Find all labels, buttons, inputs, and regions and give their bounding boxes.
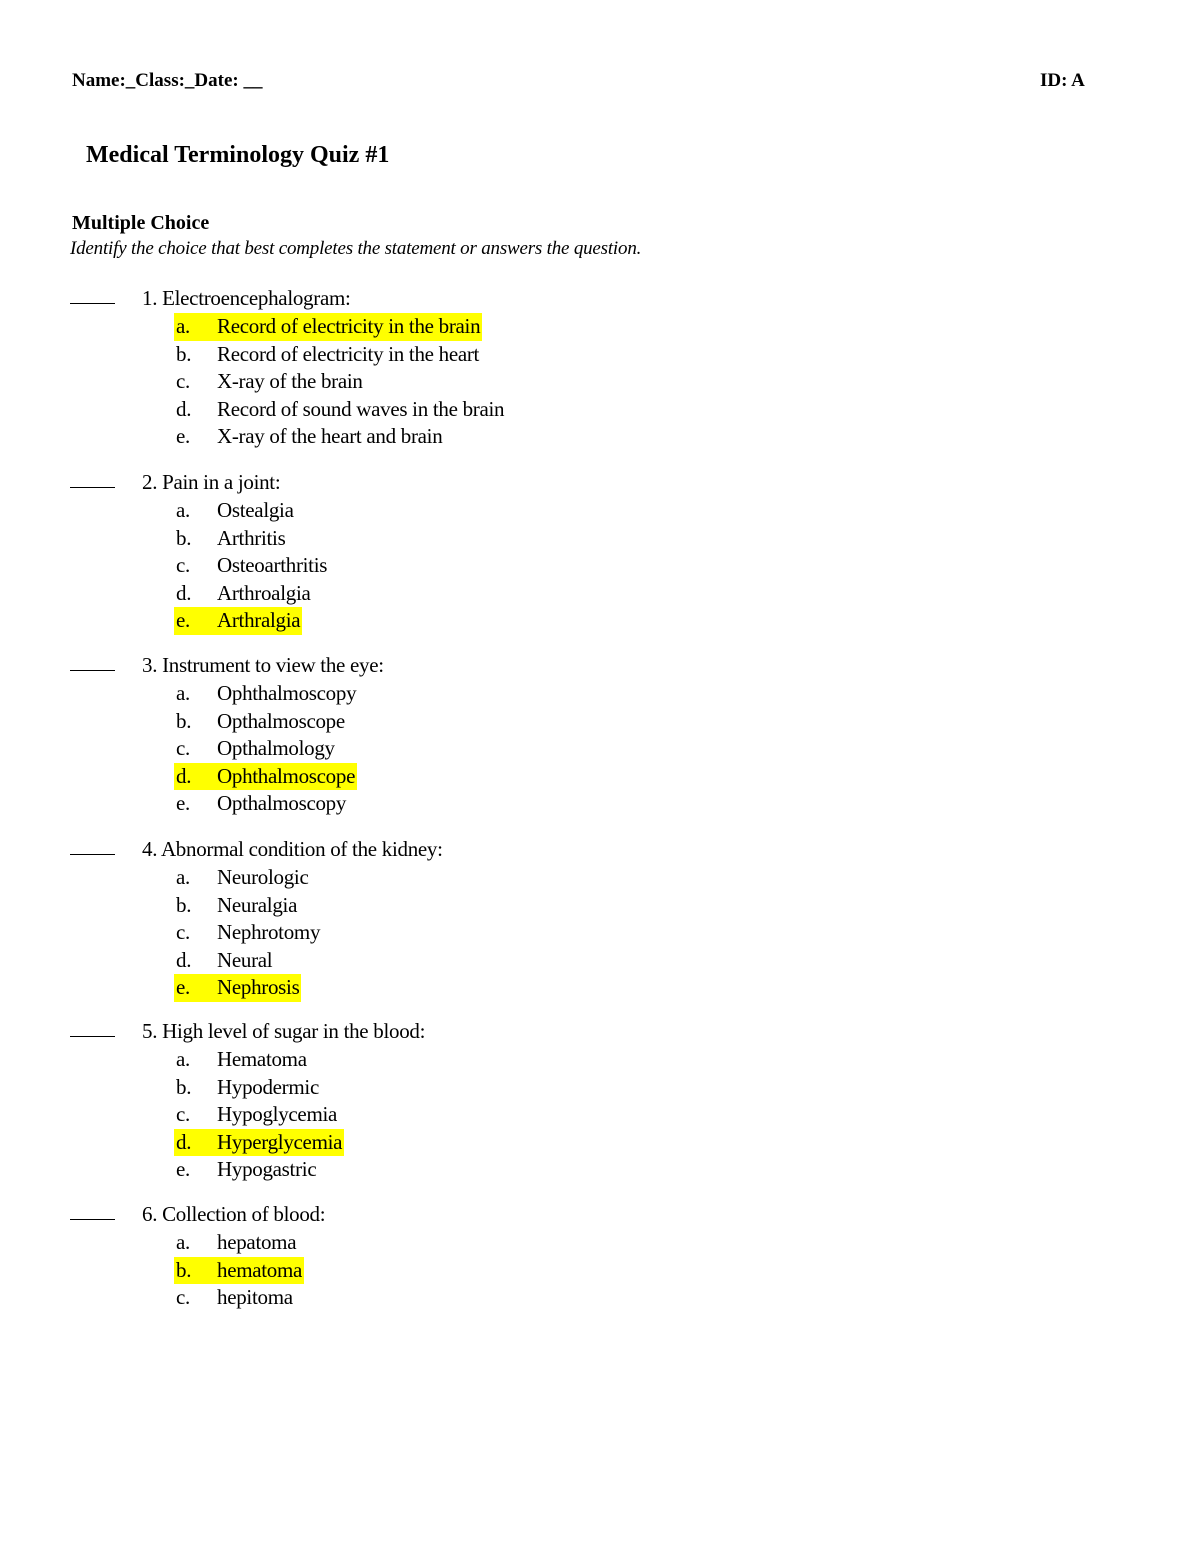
option-text: Hypoglycemia xyxy=(217,1102,338,1126)
option-item xyxy=(174,580,329,608)
option-letter: a. xyxy=(176,1047,190,1071)
option-item xyxy=(174,1101,344,1129)
option-text: Record of electricity in the heart xyxy=(217,341,480,366)
option-text: Neural xyxy=(217,947,273,972)
option-letter: c. xyxy=(176,920,190,944)
option-item xyxy=(174,1284,304,1312)
option-item-correct xyxy=(174,763,358,791)
option-item-correct xyxy=(174,313,506,341)
option-letter: c. xyxy=(176,369,190,393)
option-list xyxy=(174,680,358,818)
option-item xyxy=(174,790,358,818)
option-content xyxy=(174,1284,295,1312)
option-text: Opthalmoscope xyxy=(217,708,345,733)
option-text: Opthalmoscopy xyxy=(217,791,347,815)
option-letter: b. xyxy=(176,1074,192,1099)
option-item xyxy=(174,708,358,736)
question-stem: 5. High level of sugar in the blood: xyxy=(142,1019,426,1043)
option-content xyxy=(174,864,310,892)
option-content xyxy=(174,497,296,525)
option-content xyxy=(174,790,348,818)
answer-blank[interactable] xyxy=(70,487,115,488)
option-item-correct xyxy=(174,607,329,635)
option-letter: b. xyxy=(176,341,192,366)
option-text: hepitoma xyxy=(217,1285,293,1309)
answer-highlight xyxy=(174,313,482,341)
option-letter: d. xyxy=(176,763,192,788)
question-stem: 6. Collection of blood: xyxy=(142,1202,326,1226)
option-content xyxy=(174,341,481,369)
option-letter: a. xyxy=(176,681,190,705)
option-list xyxy=(174,1046,344,1184)
option-letter: a. xyxy=(176,314,190,338)
option-letter: e. xyxy=(176,424,190,448)
option-letter: d. xyxy=(176,580,192,605)
option-content xyxy=(174,1101,339,1129)
option-text: Arthralgia xyxy=(217,608,301,632)
option-content xyxy=(174,919,322,947)
option-item-correct xyxy=(174,1257,304,1285)
answer-highlight xyxy=(174,607,302,635)
option-letter: c. xyxy=(176,1285,190,1309)
option-letter: c. xyxy=(176,736,190,760)
option-text: hepatoma xyxy=(217,1230,297,1254)
option-text: Nephrosis xyxy=(217,975,300,999)
option-text: Osteoarthritis xyxy=(217,553,328,577)
section-title: Multiple Choice xyxy=(72,212,210,234)
option-content xyxy=(174,892,299,920)
answer-highlight xyxy=(174,974,301,1002)
question-stem: 3. Instrument to view the eye: xyxy=(142,653,384,677)
option-content xyxy=(174,1156,318,1184)
option-letter: b. xyxy=(176,892,192,917)
option-letter: e. xyxy=(176,1157,190,1181)
question-stem: 4. Abnormal condition of the kidney: xyxy=(142,837,443,861)
option-list xyxy=(174,1229,304,1312)
option-letter: c. xyxy=(176,553,190,577)
answer-highlight xyxy=(174,1257,304,1285)
option-item xyxy=(174,735,358,763)
answer-highlight xyxy=(174,1129,344,1157)
option-text: hematoma xyxy=(217,1257,303,1282)
option-content xyxy=(174,708,347,736)
option-content xyxy=(174,423,444,451)
option-item-correct xyxy=(174,974,322,1002)
option-item xyxy=(174,680,358,708)
option-list xyxy=(174,313,506,451)
option-text: Opthalmology xyxy=(217,736,335,760)
question-stem: 2. Pain in a joint: xyxy=(142,470,281,494)
option-text: Hypodermic xyxy=(217,1074,319,1099)
option-text: Record of electricity in the brain xyxy=(217,314,481,338)
option-content xyxy=(174,1229,298,1257)
option-item xyxy=(174,525,329,553)
page-title: Medical Terminology Quiz #1 xyxy=(86,142,390,168)
option-letter: d. xyxy=(176,947,192,972)
option-list xyxy=(174,497,329,635)
id-header: ID: A xyxy=(1040,70,1085,91)
question-stem: 1. Electroencephalogram: xyxy=(142,286,351,310)
option-letter: c. xyxy=(176,1102,190,1126)
option-text: Record of sound waves in the brain xyxy=(217,396,505,421)
section-instructions: Identify the choice that best completes the statement or answers the question. xyxy=(70,238,642,259)
option-content xyxy=(174,947,274,975)
option-item xyxy=(174,497,329,525)
option-item xyxy=(174,552,329,580)
option-item xyxy=(174,864,322,892)
option-letter: b. xyxy=(176,1257,192,1282)
option-letter: a. xyxy=(176,865,190,889)
name-class-date-header: Name:_Class:_Date: __ xyxy=(72,70,263,91)
option-item xyxy=(174,892,322,920)
option-text: Neurologic xyxy=(217,865,309,889)
option-text: Nephrotomy xyxy=(217,920,321,944)
option-item xyxy=(174,368,506,396)
option-content xyxy=(174,368,365,396)
option-content xyxy=(174,580,313,608)
option-text: Neuralgia xyxy=(217,892,298,917)
option-item xyxy=(174,1229,304,1257)
option-text: Arthritis xyxy=(217,525,286,550)
option-text: Ostealgia xyxy=(217,498,294,522)
option-content xyxy=(174,1046,309,1074)
answer-blank[interactable] xyxy=(70,1219,115,1220)
answer-blank[interactable] xyxy=(70,670,115,671)
option-letter: a. xyxy=(176,1230,190,1254)
option-text: Hematoma xyxy=(217,1047,307,1071)
option-letter: a. xyxy=(176,498,190,522)
option-text: Hypogastric xyxy=(217,1157,317,1181)
option-letter: e. xyxy=(176,791,190,815)
option-text: X-ray of the heart and brain xyxy=(217,424,443,448)
option-content xyxy=(174,396,506,424)
option-item xyxy=(174,423,506,451)
option-letter: d. xyxy=(176,396,192,421)
option-text: Ophthalmoscopy xyxy=(217,681,357,705)
option-text: Hyperglycemia xyxy=(217,1129,343,1154)
option-content xyxy=(174,525,287,553)
option-letter: d. xyxy=(176,1129,192,1154)
option-letter: e. xyxy=(176,975,190,999)
option-item xyxy=(174,919,322,947)
answer-blank[interactable] xyxy=(70,303,115,304)
answer-blank[interactable] xyxy=(70,1036,115,1037)
option-text: Ophthalmoscope xyxy=(217,763,356,788)
option-text: X-ray of the brain xyxy=(217,369,363,393)
option-item xyxy=(174,1156,344,1184)
option-letter: b. xyxy=(176,708,192,733)
option-letter: e. xyxy=(176,608,190,632)
option-text: Arthroalgia xyxy=(217,580,311,605)
option-item-correct xyxy=(174,1129,344,1157)
option-item xyxy=(174,396,506,424)
option-item xyxy=(174,947,322,975)
option-content xyxy=(174,680,358,708)
option-content xyxy=(174,735,337,763)
option-letter: b. xyxy=(176,525,192,550)
option-content xyxy=(174,1074,321,1102)
option-item xyxy=(174,1046,344,1074)
answer-blank[interactable] xyxy=(70,854,115,855)
option-list xyxy=(174,864,322,1002)
option-item xyxy=(174,1074,344,1102)
option-content xyxy=(174,552,329,580)
option-item xyxy=(174,341,506,369)
answer-highlight xyxy=(174,763,357,791)
